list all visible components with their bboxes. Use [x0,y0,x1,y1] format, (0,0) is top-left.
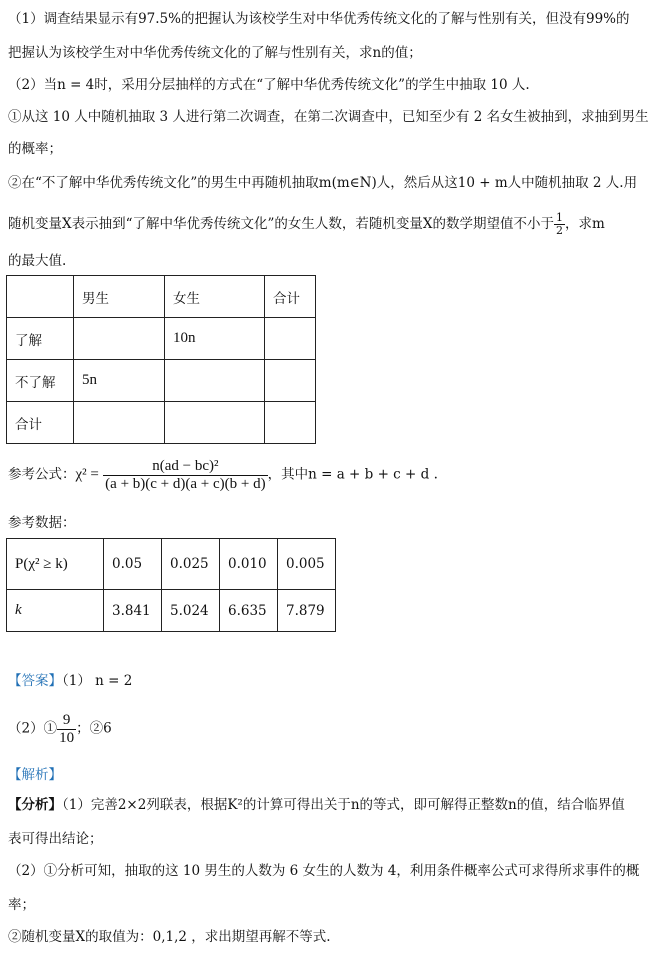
table-header-row [7,276,316,318]
table-cell: 合计 [265,276,316,318]
fraction-denominator: 2 [556,224,564,238]
formula-tail: ，其中n = a + b + c + d . [267,466,438,483]
answer-line1 [8,672,132,690]
table-cell: 10n [165,318,265,360]
problem-part2-q2-line2-a: 随机变量X表示抽到“了解中华优秀传统文化”的女生人数，若随机变量X的数学期望值不小于 [8,216,555,233]
answer-line2 [8,712,112,746]
formula-label: 参考公式： [8,466,76,483]
problem-part1-line1: （1）调查结果显示有97.5%的把握认为该校学生对中华优秀传统文化的了解与性别有关，但没有99%的 [8,11,630,27]
formula-fraction [103,458,267,492]
problem-part1-line2: 把握认为该校学生对中华优秀传统文化的了解与性别有关，求n的值； [8,45,422,61]
analysis-text1: （1）完善2×2列联表，根据K²的计算可得出关于n的等式，即可解得正整数n的值，结合临界值 [62,797,625,813]
table-cell: 了解 [7,318,74,360]
formula-denominator: (a + b)(c + d)(a + c)(b + d) [105,475,266,492]
answer-part1: （1） n = 2 [62,673,133,689]
table-cell: 5n [74,360,165,402]
fenxi-tag: 【分析】 [8,797,62,813]
table-cell [265,360,316,402]
fraction-numerator: 1 [556,211,564,224]
table-row [7,318,316,360]
table-row [7,402,316,444]
table-cell: P(χ² ≥ k) [7,539,104,590]
table-cell: 0.010 [220,539,278,590]
analysis-line1 [8,796,625,814]
table-cell [74,318,165,360]
critical-value-table [6,538,336,632]
table-cell: 5.024 [162,590,220,632]
analysis-tag: 【解析】 [8,767,62,783]
table-cell: 3.841 [104,590,162,632]
table-cell [165,402,265,444]
problem-part2-q2-line2 [8,212,605,237]
contingency-table [6,275,316,444]
table-cell [265,402,316,444]
table-row [7,539,336,590]
table-cell: 6.635 [220,590,278,632]
table-row [7,360,316,402]
table-cell [265,318,316,360]
analysis-line2: 表可得出结论； [8,831,103,847]
reference-data-label: 参考数据： [8,515,76,531]
answer-numerator: 9 [57,712,76,730]
reference-formula [8,458,438,492]
fraction-one-half [554,212,565,237]
table-cell: 0.05 [104,539,162,590]
table-cell: 女生 [165,276,265,318]
answer-part2-suffix: ；②6 [76,720,112,737]
table-cell: 合计 [7,402,74,444]
table-cell: 0.025 [162,539,220,590]
analysis-line3: （2）①分析可知，抽取的这 10 男生的人数为 6 女生的人数为 4，利用条件概率公式可求得所求事件的概 [8,863,640,879]
answer-part2-prefix: （2）① [8,720,58,737]
problem-part2-q2-line1: ②在“不了解中华优秀传统文化”的男生中再随机抽取m(m∈N)人，然后从这10 + m人中随机抽取 2 人.用 [8,175,638,191]
table-cell: 男生 [74,276,165,318]
problem-part2-q2-line2-b: ，求m [565,216,605,233]
answer-fraction [57,712,76,746]
table-cell [7,276,74,318]
answer-tag: 【答案】 [8,673,62,689]
analysis-line5: ②随机变量X的取值为：0,1,2 ，求出期望再解不等式. [8,929,331,945]
formula-numerator: n(ad − bc)² [103,458,267,476]
problem-part2-q1-line2: 的概率； [8,141,62,157]
problem-part2-q1-line1: ①从这 10 人中随机抽取 3 人进行第二次调查，在第二次调查中，已知至少有 2 名女生被抽到，求抽到男生 [8,109,649,125]
table-cell: 0.005 [278,539,336,590]
table-row [7,590,336,632]
table-cell [165,360,265,402]
analysis-line4: 率； [8,897,35,913]
problem-part2-q2-line3: 的最大值. [8,253,67,269]
answer-denominator: 10 [59,729,75,746]
formula-lhs: χ² = [75,466,99,483]
problem-part2-line1: （2）当n = 4时，采用分层抽样的方式在“了解中华优秀传统文化”的学生中抽取 10 人. [8,77,530,93]
table-cell [74,402,165,444]
table-cell: 7.879 [278,590,336,632]
table-cell: 不了解 [7,360,74,402]
table-cell: k [7,590,104,632]
